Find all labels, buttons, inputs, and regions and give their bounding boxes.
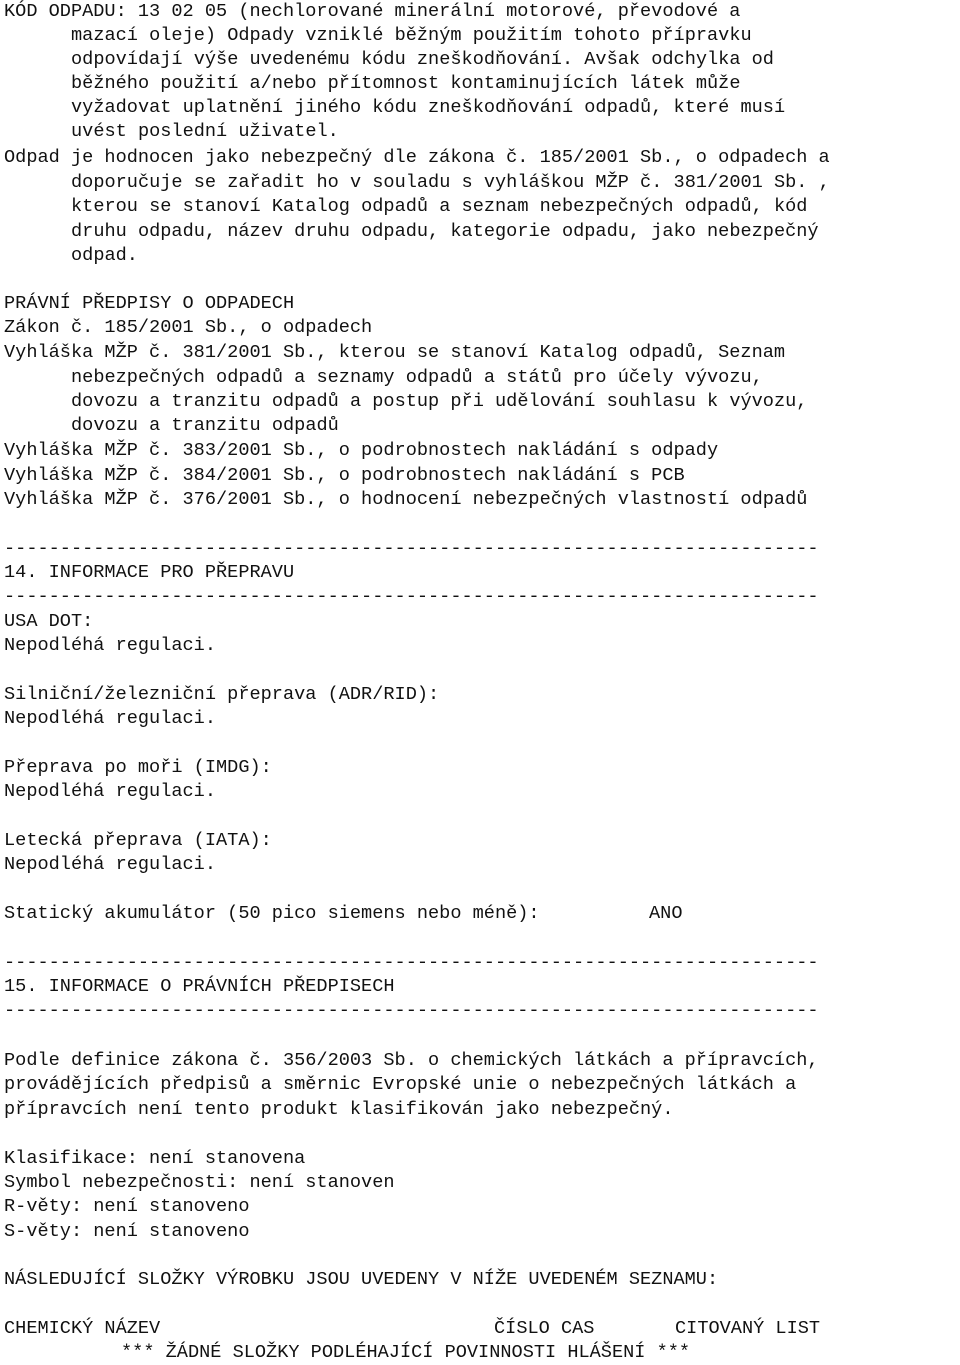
legal-reg-line: Vyhláška MŽP č. 384/2001 Sb., o podrobnostech nakládání s PCB [4,465,685,486]
section-separator: ------------------------------------------------------------------------- [4,952,819,973]
legal-reg-line: Vyhláška MŽP č. 376/2001 Sb., o hodnocení nebezpečných vlastností odpadů [4,489,808,510]
waste-code-line: uvést poslední uživatel. [71,121,339,142]
r-phrases-line: R-věty: není stanoveno [4,1196,250,1217]
regulation-paragraph-line: přípravcích není tento produkt klasifikován jako nebezpečný. [4,1099,674,1120]
usa-dot-label: USA DOT: [4,611,94,632]
hazard-symbol-line: Symbol nebezpečnosti: není stanoven [4,1172,395,1193]
waste-assessment-line: druhu odpadu, název druhu odpadu, kategorie odpadu, jako nebezpečný [71,221,819,242]
section-14-title: 14. INFORMACE PRO PŘEPRAVU [4,562,295,583]
waste-assessment-line: odpad. [71,245,138,266]
road-transport-value: Nepodléhá regulaci. [4,708,217,729]
waste-assessment-line: Odpad je hodnocen jako nebezpečný dle zákona č. 185/2001 Sb., o odpadech a [4,147,830,168]
air-transport-value: Nepodléhá regulaci. [4,854,217,875]
sea-transport-label: Přeprava po moři (IMDG): [4,757,272,778]
legal-reg-line: dovozu a tranzitu odpadů a postup při udělování souhlasu k vývozu, [71,391,808,412]
legal-reg-line: dovozu a tranzitu odpadů [71,415,339,436]
air-transport-label: Letecká přeprava (IATA): [4,830,272,851]
waste-assessment-line: doporučuje se zařadit ho v souladu s vyhláškou MŽP č. 381/2001 Sb. , [71,172,830,193]
section-separator: ------------------------------------------------------------------------- [4,1000,819,1021]
no-components-notice: *** ŽÁDNÉ SLOŽKY PODLÉHAJÍCÍ POVINNOSTI HLÁŠENÍ *** [121,1342,691,1363]
components-heading: NÁSLEDUJÍCÍ SLOŽKY VÝROBKU JSOU UVEDENY V NÍŽE UVEDENÉM SEZNAMU: [4,1269,719,1290]
table-header-cited-list: CITOVANÝ LIST [675,1318,821,1339]
legal-reg-line: nebezpečných odpadů a seznamy odpadů a států pro účely vývozu, [71,367,763,388]
table-header-chemical-name: CHEMICKÝ NÁZEV [4,1318,161,1339]
section-15-title: 15. INFORMACE O PRÁVNÍCH PŘEDPISECH [4,976,395,997]
sea-transport-value: Nepodléhá regulaci. [4,781,217,802]
legal-regs-heading: PRÁVNÍ PŘEDPISY O ODPADECH [4,293,295,314]
static-accumulator-value: ANO [649,903,683,924]
regulation-paragraph-line: Podle definice zákona č. 356/2003 Sb. o chemických látkách a přípravcích, [4,1050,819,1071]
legal-reg-line: Vyhláška MŽP č. 383/2001 Sb., o podrobnostech nakládání s odpady [4,440,719,461]
waste-code-line: odpovídají výše uvedenému kódu zneškodňování. Avšak odchylka od [71,49,774,70]
regulation-paragraph-line: provádějících předpisů a směrnic Evropské unie o nebezpečných látkách a [4,1074,797,1095]
usa-dot-value: Nepodléhá regulaci. [4,635,217,656]
section-separator: ------------------------------------------------------------------------- [4,538,819,559]
waste-code-line: vyžadovat uplatnění jiného kódu zneškodňování odpadů, které musí [71,97,786,118]
waste-code-line: mazací oleje) Odpady vzniklé běžným použitím tohoto přípravku [71,25,752,46]
table-header-cas-number: ČÍSLO CAS [494,1318,595,1339]
static-accumulator-label: Statický akumulátor (50 pico siemens nebo méně): [4,903,540,924]
legal-reg-line: Zákon č. 185/2001 Sb., o odpadech [4,317,373,338]
s-phrases-line: S-věty: není stanoveno [4,1221,250,1242]
waste-code-line: běžného použití a/nebo přítomnost kontaminujících látek může [71,73,741,94]
section-separator: ------------------------------------------------------------------------- [4,586,819,607]
legal-reg-line: Vyhláška MŽP č. 381/2001 Sb., kterou se stanoví Katalog odpadů, Seznam [4,342,786,363]
classification-line: Klasifikace: není stanovena [4,1148,306,1169]
road-transport-label: Silniční/železniční přeprava (ADR/RID): [4,684,440,705]
waste-code-line: KÓD ODPADU: 13 02 05 (nechlorované minerální motorové, převodové a [4,1,741,22]
waste-assessment-line: kterou se stanoví Katalog odpadů a seznam nebezpečných odpadů, kód [71,196,808,217]
